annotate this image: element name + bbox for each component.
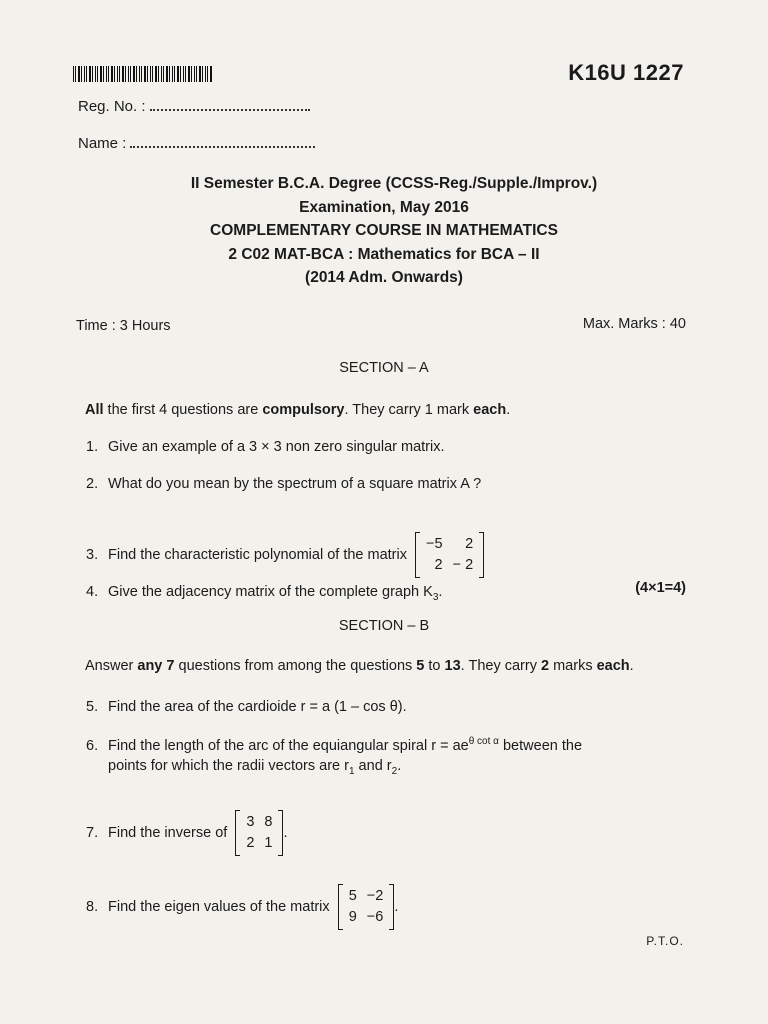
instr-any-7: any 7 [137, 658, 175, 674]
matrix-q7 [235, 810, 283, 856]
question-number: 4. [86, 584, 99, 600]
instr-text-2: questions from among the questions [174, 658, 417, 674]
question-tail: . [397, 757, 402, 774]
instr-to: to [424, 658, 445, 674]
question-number: 8. [86, 898, 99, 915]
section-b-instructions [85, 658, 634, 674]
section-a-title: SECTION – A [339, 360, 429, 376]
reg-no-field [78, 98, 310, 115]
matrix-cell: 2 [246, 835, 255, 851]
question-number: 2. [86, 476, 99, 492]
instr-dot: . [506, 402, 511, 418]
matrix-cell: 2 [434, 557, 443, 573]
instr-compulsory: compulsory [262, 402, 345, 418]
question-text: Find the length of the arc of the equiangular spiral r = ae [108, 737, 469, 754]
question-tail: . [283, 824, 288, 841]
name-blank [130, 136, 315, 148]
question-text: Find the area of the cardioide r = a (1 – cos θ). [108, 699, 407, 715]
question-text-2: between the [498, 737, 583, 754]
matrix-cell: 3 [246, 814, 255, 830]
matrix-cell: −5 [426, 536, 443, 552]
instr-all: All [85, 402, 104, 418]
reg-no-blank [150, 99, 310, 111]
instr-text: the first 4 questions are [103, 402, 263, 418]
header-line-5: (2014 Adm. Onwards) [305, 269, 463, 286]
instr-each: each [473, 402, 507, 418]
question-6 [86, 732, 582, 782]
question-text: Give the adjacency matrix of the complete graph K [108, 584, 433, 600]
question-text: Find the eigen values of the matrix [108, 898, 330, 915]
question-number: 6. [86, 737, 99, 754]
paper-code: K16U 1227 [568, 60, 684, 85]
matrix-cell: 9 [348, 909, 357, 925]
question-8 [86, 884, 398, 930]
question-1 [86, 437, 445, 457]
header-line-4: 2 C02 MAT-BCA : Mathematics for BCA – II [228, 245, 540, 263]
reg-no-label: Reg. No. : [78, 98, 146, 115]
matrix-cell: −6 [366, 909, 384, 925]
question-number: 1. [86, 439, 99, 455]
instr-q5: 5 [416, 658, 425, 674]
question-tail: . [394, 898, 399, 915]
matrix-cell: 8 [264, 814, 273, 830]
header-line-2: Examination, May 2016 [299, 198, 469, 216]
question-tail: . [438, 584, 443, 600]
instr-text-4: marks [549, 658, 597, 674]
instr-dot: . [629, 658, 634, 674]
exam-header [0, 172, 768, 290]
question-number: 3. [86, 546, 99, 563]
instr-2: 2 [540, 658, 550, 674]
header-line-3: COMPLEMENTARY COURSE IN MATHEMATICS [210, 222, 558, 239]
pto-label: P.T.O. [646, 934, 684, 948]
question-6-line-2 [86, 756, 582, 782]
subscript: 2 [391, 765, 398, 777]
max-marks-label: Max. Marks : 40 [582, 316, 686, 332]
matrix-cell: −2 [366, 888, 384, 904]
question-text: What do you mean by the spectrum of a square matrix A ? [108, 476, 482, 492]
time-label: Time : 3 Hours [76, 318, 171, 334]
superscript: θ cot α [468, 736, 499, 747]
question-text: Find the characteristic polynomial of the matrix [108, 546, 407, 563]
section-a-score: (4×1=4) [635, 580, 686, 596]
instr-text-3: . They carry [460, 658, 541, 674]
instr-q13: 13 [444, 658, 461, 674]
header-line-1: II Semester B.C.A. Degree (CCSS-Reg./Supple./Improv.) [190, 175, 598, 192]
name-label: Name : [78, 135, 127, 152]
question-6-line-1 [86, 732, 582, 756]
matrix-q8 [338, 884, 395, 930]
question-text: Find the inverse of [108, 824, 228, 841]
name-field [78, 135, 315, 152]
question-text-3: points for which the radii vectors are r [108, 757, 349, 774]
matrix-cell: 5 [348, 888, 357, 904]
question-number: 7. [86, 824, 99, 841]
question-7 [86, 810, 288, 856]
instr-each: each [596, 658, 630, 674]
matrix-cell: 1 [264, 835, 273, 851]
instr-text-2: . They carry 1 mark [344, 402, 474, 418]
barcode [73, 66, 213, 82]
question-number: 5. [86, 699, 99, 715]
section-b-title: SECTION – B [338, 618, 430, 634]
matrix-cell: 2 [465, 536, 474, 552]
question-text: Give an example of a 3 × 3 non zero singular matrix. [108, 439, 445, 455]
question-2 [86, 474, 481, 494]
question-4 [86, 582, 442, 608]
question-3 [86, 532, 484, 578]
section-a-instructions [85, 402, 510, 418]
question-text-4: and r [354, 757, 392, 774]
matrix-q3 [415, 532, 484, 578]
subscript: 1 [348, 765, 355, 777]
matrix-cell: − 2 [452, 557, 474, 573]
question-5 [86, 697, 407, 717]
instr-text: Answer [85, 658, 138, 674]
subscript: 3 [432, 591, 439, 603]
